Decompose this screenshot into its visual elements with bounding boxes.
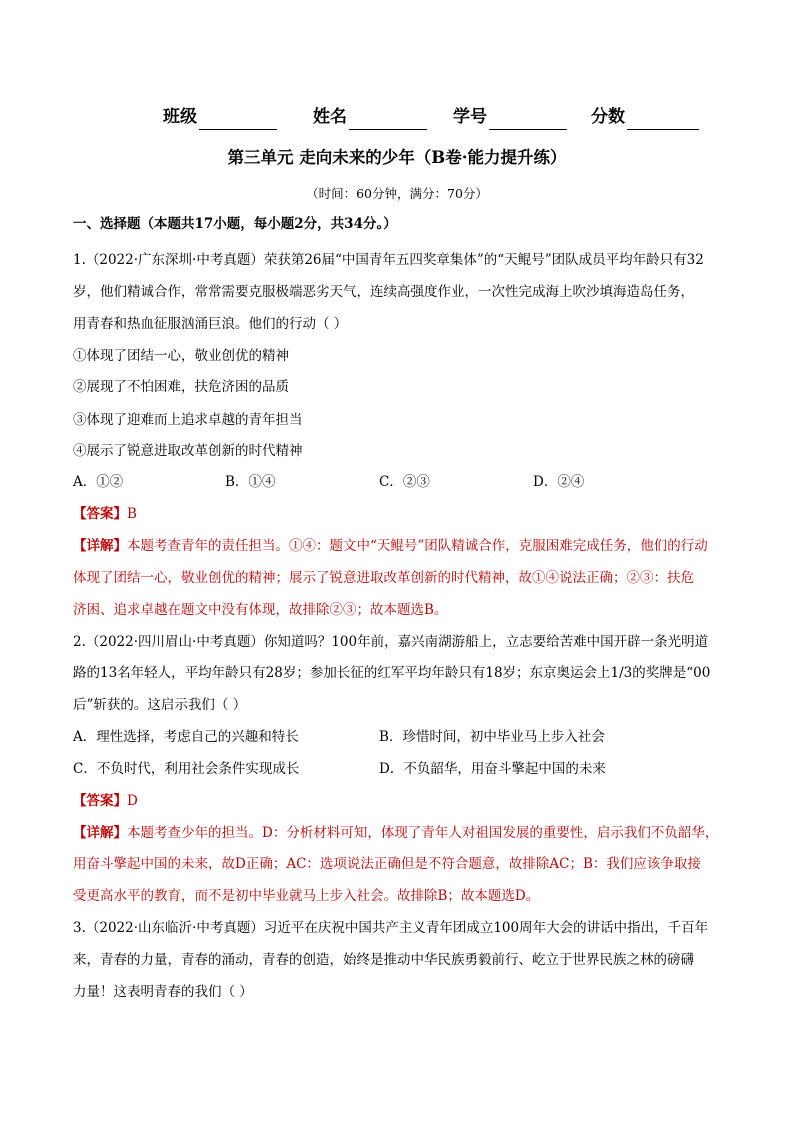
name-label: 姓名 — [313, 107, 347, 127]
answer-label: 【答案】 — [73, 793, 127, 809]
score-label: 分数 — [591, 107, 625, 127]
question-2-answer — [73, 790, 138, 812]
question-2-detail-line — [73, 822, 718, 844]
question-1-option-c[interactable]: C．②③ — [379, 474, 430, 490]
question-1-option-b[interactable]: B．①④ — [225, 474, 276, 490]
question-1-option-d[interactable]: D．②④ — [533, 474, 585, 490]
exam-time-score: （时间：60分钟，满分：70分） — [306, 186, 488, 201]
question-1-statement: ②展现了不怕困难，扶危济困的品质 — [73, 379, 289, 395]
class-blank[interactable] — [199, 109, 277, 130]
question-2-detail-line: 受更高水平的教育，而不是初中毕业就马上步入社会。故排除B；故本题选D。 — [73, 888, 540, 904]
question-1-text-line: 用青春和热血征服汹涌巨浪。他们的行动（ ） — [73, 316, 348, 332]
score-blank[interactable] — [627, 109, 699, 130]
answer-label: 【答案】 — [73, 506, 127, 522]
question-2-option-d[interactable]: D．不负韶华，用奋斗擎起中国的未来 — [379, 761, 606, 777]
detail-text: 本题考查青年的责任担当。①④：题文中“天鲲号”团队精诚合作，克服困难完成任务，他们的行动 — [127, 538, 708, 554]
question-1-detail-line: 济困、追求卓越在题文中没有体现，故排除②③；故本题选B。 — [73, 602, 448, 618]
score-field[interactable] — [591, 104, 699, 130]
student-id-label: 学号 — [453, 107, 487, 127]
question-2-text-line: 路的13名年轻人，平均年龄只有28岁；参加长征的红军平均年龄只有18岁；东京奥运会上1/3的奖牌是“00 — [73, 665, 711, 681]
question-2-option-a[interactable]: A．理性选择，考虑自己的兴趣和特长 — [73, 729, 299, 745]
question-3-text-line: 来，青春的力量，青春的涌动，青春的创造，始终是推动中华民族勇毅前行、屹立于世界民族之林的磅礴 — [73, 952, 694, 968]
question-1-text-line: 岁，他们精诚合作，常常需要克服极端恶劣天气，连续高强度作业，一次性完成海上吹沙填海造岛任务， — [73, 284, 694, 300]
question-1-text-line: 1.（2022·广东深圳·中考真题）荣获第26届“中国青年五四奖章集体”的“天鲲号”团队成员平均年龄只有32 — [73, 252, 704, 268]
question-3-text-line: 3.（2022·山东临沂·中考真题）习近平在庆祝中国共产主义青年团成立100周年大会的讲话中指出，千百年 — [73, 920, 709, 936]
question-1-statement: ①体现了团结一心，敬业创优的精神 — [73, 348, 289, 364]
detail-label: 【详解】 — [73, 538, 127, 554]
question-1-statement: ④展示了锐意进取改革创新的时代精神 — [73, 443, 303, 459]
student-id-field[interactable] — [453, 104, 567, 130]
detail-text: 本题考查少年的担当。D：分析材料可知，体现了青年人对祖国发展的重要性，启示我们不负韶华， — [127, 825, 719, 841]
name-field[interactable] — [313, 104, 427, 130]
answer-value: D — [127, 793, 138, 809]
student-info-row — [0, 104, 794, 132]
question-2-text-line: 后”斩获的。这启示我们（ ） — [73, 697, 247, 713]
question-1-detail-line: 体现了团结一心，敬业创优的精神；展示了锐意进取改革创新的时代精神，故①④说法正确；②③：扶危 — [73, 570, 694, 586]
answer-value: B — [127, 506, 137, 522]
question-1-option-a[interactable]: A．①② — [73, 474, 124, 490]
page-title: 第三单元 走向未来的少年（B卷·能力提升练） — [227, 148, 567, 167]
class-field[interactable] — [163, 104, 277, 130]
question-2-option-c[interactable]: C．不负时代，利用社会条件实现成长 — [73, 761, 300, 777]
question-1-detail-line — [73, 535, 708, 557]
detail-label: 【详解】 — [73, 825, 127, 841]
question-2-text-line: 2.（2022·四川眉山·中考真题）你知道吗？100年前，嘉兴南湖游船上，立志要给苦难中国开辟一条光明道 — [73, 634, 709, 650]
section-heading: 一、选择题（本题共17小题，每小题2分，共34分。） — [73, 216, 397, 232]
question-1-statement: ③体现了迎难而上追求卓越的青年担当 — [73, 412, 303, 428]
question-2-option-b[interactable]: B．珍惜时间，初中毕业马上步入社会 — [379, 729, 605, 745]
name-blank[interactable] — [349, 109, 427, 130]
student-id-blank[interactable] — [489, 109, 567, 130]
class-label: 班级 — [163, 107, 197, 127]
question-3-text-line: 力量！这表明青春的我们（ ） — [73, 984, 253, 1000]
question-1-answer — [73, 503, 137, 525]
question-2-detail-line: 用奋斗擎起中国的未来，故D正确；AC：选项说法正确但是不符合题意，故排除AC；B：我们应该争取接 — [73, 856, 701, 872]
